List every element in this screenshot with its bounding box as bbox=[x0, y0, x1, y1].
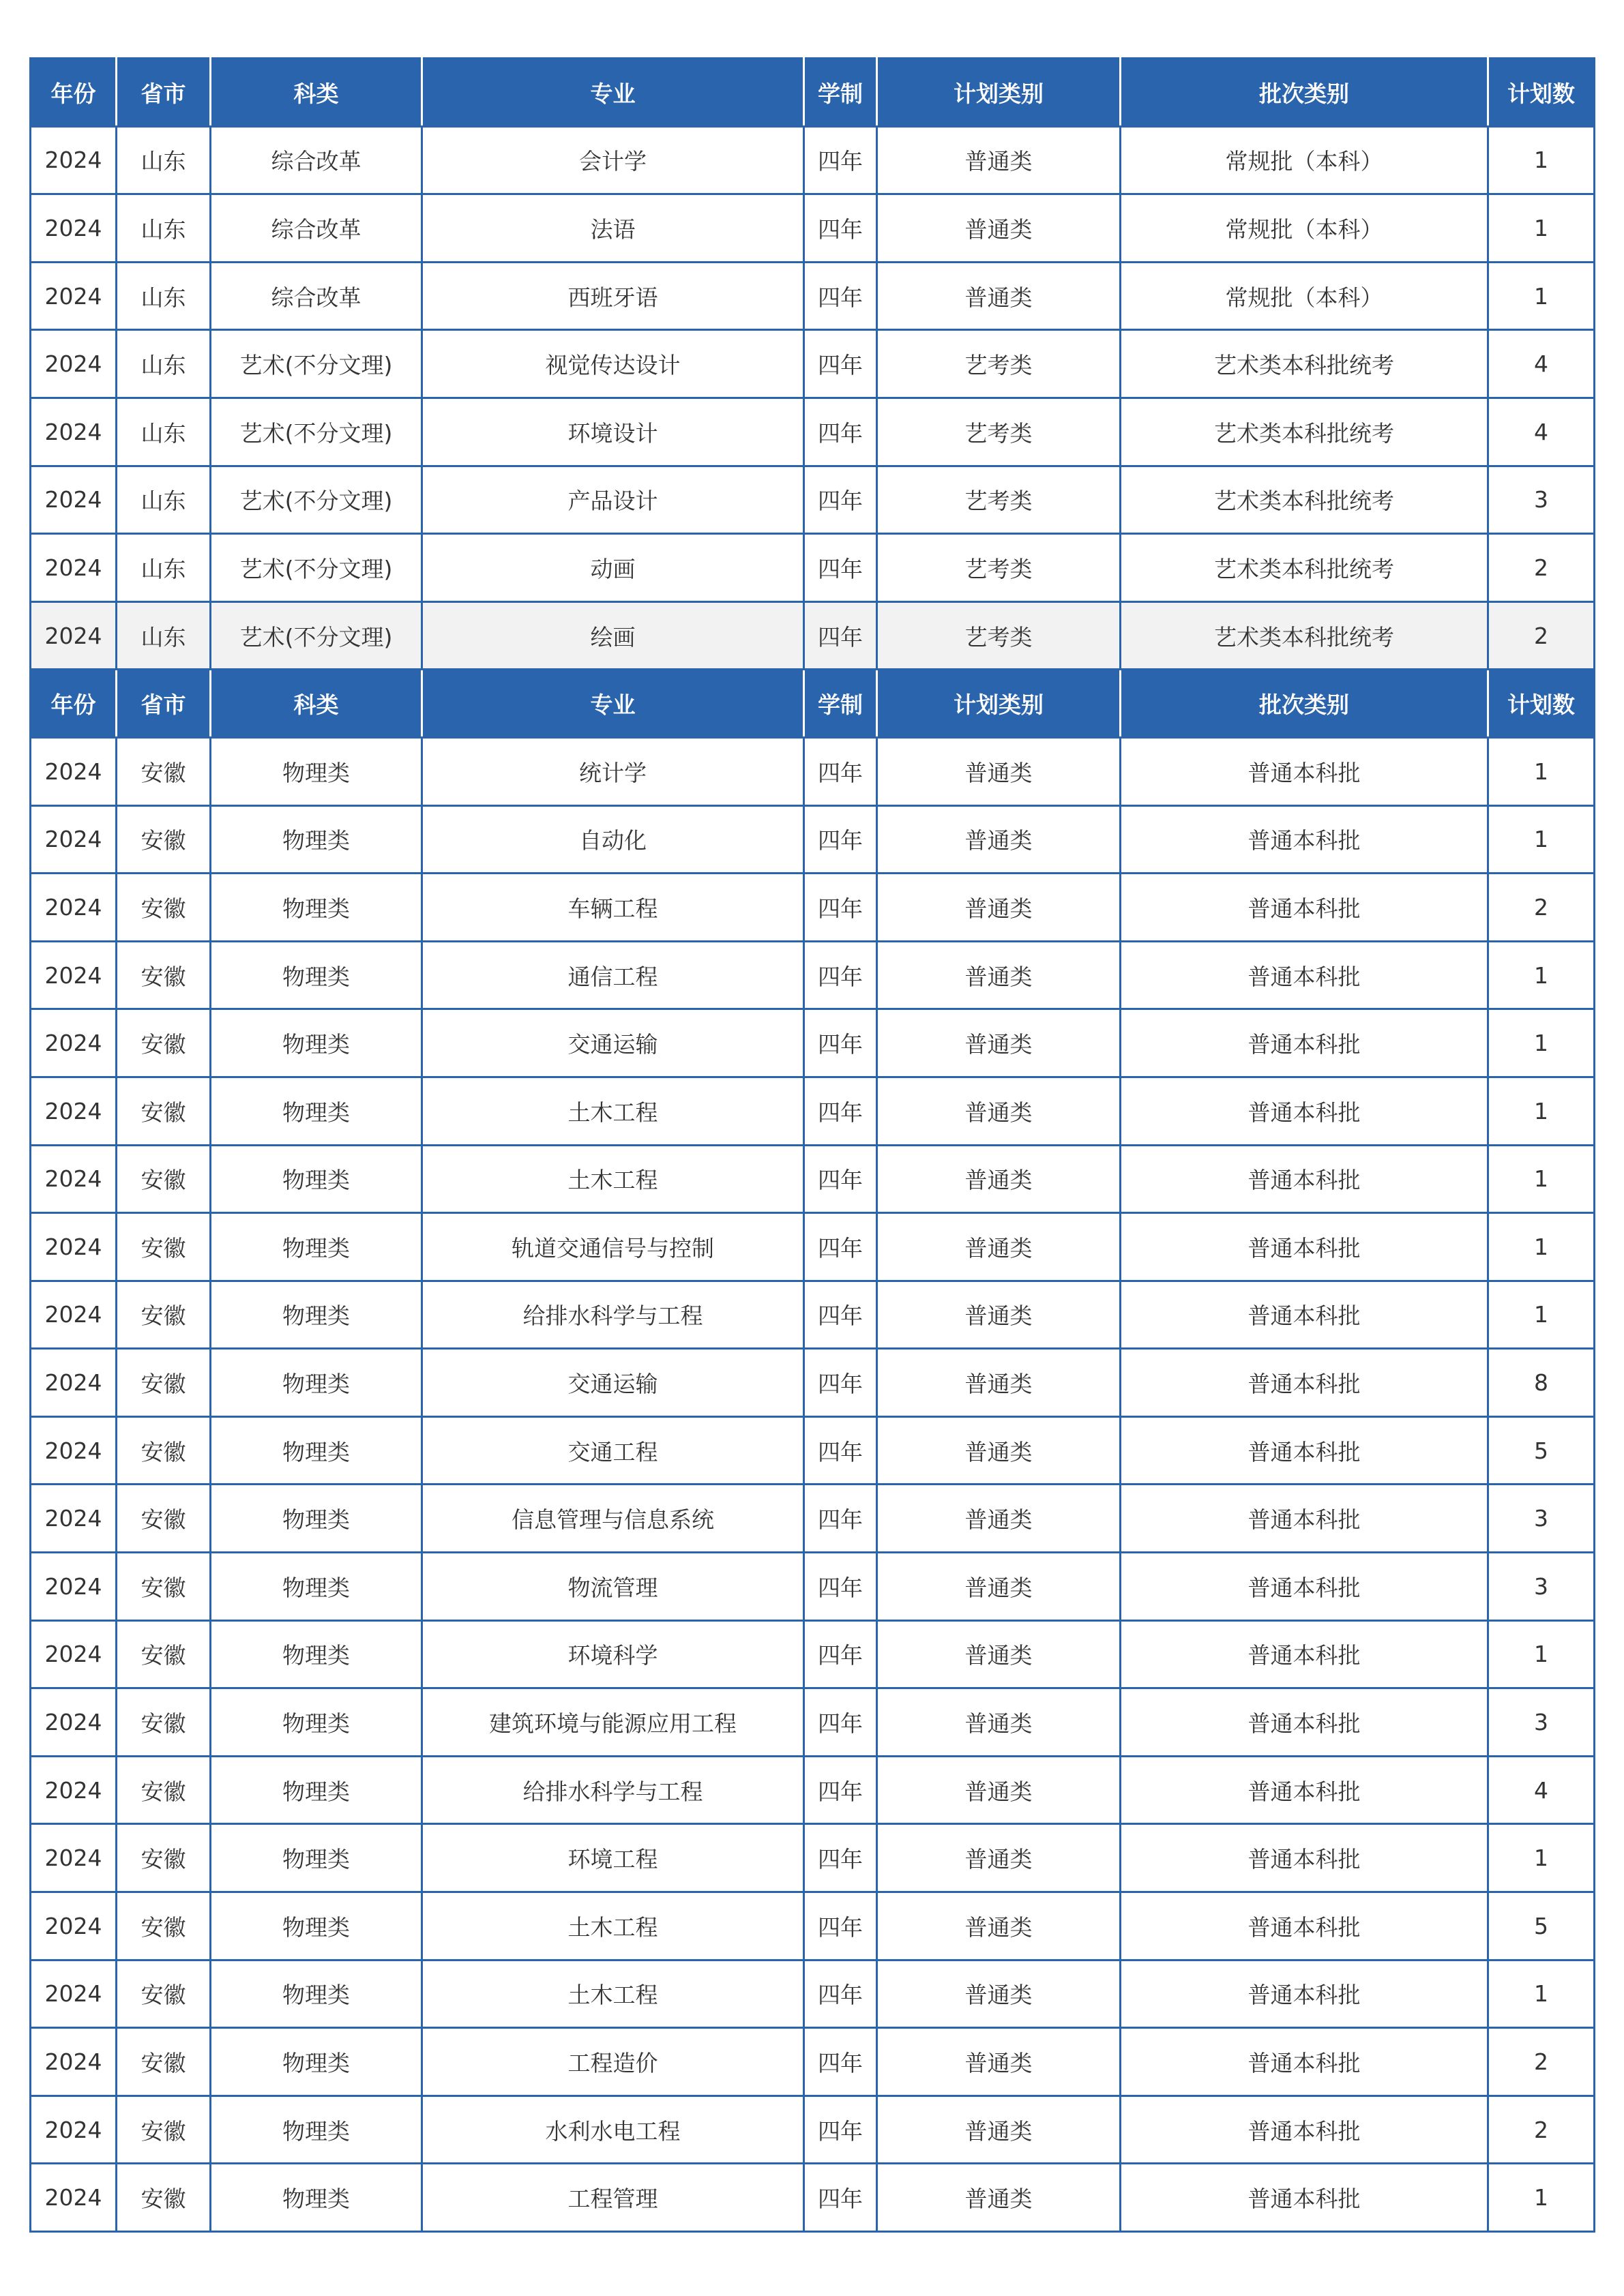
cell-year: 2024 bbox=[31, 1145, 117, 1213]
column-header-subject-category: 科类 bbox=[211, 59, 422, 127]
cell-major: 土木工程 bbox=[422, 1960, 804, 2028]
cell-plan-type: 普通类 bbox=[877, 1349, 1121, 1417]
cell-batch-type: 艺术类本科批统考 bbox=[1121, 466, 1488, 534]
cell-year: 2024 bbox=[31, 874, 117, 942]
cell-plan-count: 1 bbox=[1488, 1960, 1595, 2028]
cell-batch-type: 普通本科批 bbox=[1121, 1213, 1488, 1281]
cell-province: 山东 bbox=[117, 398, 211, 466]
cell-batch-type: 普通本科批 bbox=[1121, 737, 1488, 805]
cell-duration: 四年 bbox=[804, 2096, 877, 2164]
cell-duration: 四年 bbox=[804, 1824, 877, 1892]
table-row bbox=[31, 1960, 1595, 2028]
cell-subject-category: 物理类 bbox=[211, 805, 422, 874]
cell-subject-category: 综合改革 bbox=[211, 194, 422, 263]
cell-province: 山东 bbox=[117, 194, 211, 263]
cell-plan-type: 艺考类 bbox=[877, 330, 1121, 398]
table-row bbox=[31, 2028, 1595, 2096]
cell-subject-category: 物理类 bbox=[211, 1960, 422, 2028]
table-row bbox=[31, 1620, 1595, 1688]
cell-duration: 四年 bbox=[804, 126, 877, 194]
column-header-province: 省市 bbox=[117, 59, 211, 127]
cell-year: 2024 bbox=[31, 1009, 117, 1077]
enrollment-plan-table bbox=[29, 57, 1595, 2233]
cell-duration: 四年 bbox=[804, 1688, 877, 1757]
cell-province: 安徽 bbox=[117, 1892, 211, 1960]
cell-plan-count: 1 bbox=[1488, 194, 1595, 263]
cell-year: 2024 bbox=[31, 1756, 117, 1824]
column-header-major: 专业 bbox=[422, 59, 804, 127]
cell-plan-type: 普通类 bbox=[877, 1824, 1121, 1892]
cell-batch-type: 普通本科批 bbox=[1121, 1892, 1488, 1960]
table-row bbox=[31, 601, 1595, 670]
cell-major: 工程管理 bbox=[422, 2164, 804, 2232]
cell-duration: 四年 bbox=[804, 1892, 877, 1960]
cell-province: 安徽 bbox=[117, 1009, 211, 1077]
table-row bbox=[31, 2164, 1595, 2232]
cell-plan-count: 1 bbox=[1488, 1281, 1595, 1349]
cell-major: 工程造价 bbox=[422, 2028, 804, 2096]
cell-batch-type: 普通本科批 bbox=[1121, 1824, 1488, 1892]
cell-batch-type: 常规批（本科） bbox=[1121, 194, 1488, 263]
cell-year: 2024 bbox=[31, 262, 117, 330]
cell-year: 2024 bbox=[31, 2164, 117, 2232]
cell-province: 安徽 bbox=[117, 1756, 211, 1824]
cell-duration: 四年 bbox=[804, 398, 877, 466]
cell-subject-category: 物理类 bbox=[211, 1349, 422, 1417]
cell-province: 安徽 bbox=[117, 1281, 211, 1349]
cell-major: 交通工程 bbox=[422, 1416, 804, 1485]
column-header-subject-category: 科类 bbox=[211, 670, 422, 738]
cell-subject-category: 物理类 bbox=[211, 1281, 422, 1349]
cell-major: 轨道交通信号与控制 bbox=[422, 1213, 804, 1281]
cell-province: 安徽 bbox=[117, 1688, 211, 1757]
cell-batch-type: 常规批（本科） bbox=[1121, 126, 1488, 194]
cell-plan-type: 普通类 bbox=[877, 1756, 1121, 1824]
table-row bbox=[31, 2096, 1595, 2164]
cell-batch-type: 艺术类本科批统考 bbox=[1121, 534, 1488, 602]
cell-duration: 四年 bbox=[804, 1145, 877, 1213]
cell-province: 山东 bbox=[117, 262, 211, 330]
cell-plan-count: 4 bbox=[1488, 398, 1595, 466]
cell-subject-category: 物理类 bbox=[211, 1892, 422, 1960]
cell-plan-type: 普通类 bbox=[877, 1281, 1121, 1349]
cell-major: 环境科学 bbox=[422, 1620, 804, 1688]
cell-major: 水利水电工程 bbox=[422, 2096, 804, 2164]
table-row bbox=[31, 194, 1595, 263]
cell-province: 安徽 bbox=[117, 874, 211, 942]
cell-major: 给排水科学与工程 bbox=[422, 1281, 804, 1349]
cell-year: 2024 bbox=[31, 398, 117, 466]
cell-plan-type: 艺考类 bbox=[877, 466, 1121, 534]
cell-plan-type: 普通类 bbox=[877, 1009, 1121, 1077]
cell-plan-count: 1 bbox=[1488, 805, 1595, 874]
cell-subject-category: 艺术(不分文理) bbox=[211, 466, 422, 534]
cell-major: 法语 bbox=[422, 194, 804, 263]
cell-batch-type: 普通本科批 bbox=[1121, 1416, 1488, 1485]
cell-major: 车辆工程 bbox=[422, 874, 804, 942]
cell-duration: 四年 bbox=[804, 874, 877, 942]
cell-plan-type: 普通类 bbox=[877, 1077, 1121, 1145]
cell-subject-category: 艺术(不分文理) bbox=[211, 330, 422, 398]
cell-plan-type: 艺考类 bbox=[877, 398, 1121, 466]
cell-subject-category: 物理类 bbox=[211, 1416, 422, 1485]
cell-plan-type: 普通类 bbox=[877, 805, 1121, 874]
column-header-plan-type: 计划类别 bbox=[877, 59, 1121, 127]
cell-duration: 四年 bbox=[804, 737, 877, 805]
table-row bbox=[31, 330, 1595, 398]
cell-year: 2024 bbox=[31, 1213, 117, 1281]
cell-plan-type: 普通类 bbox=[877, 1485, 1121, 1553]
cell-plan-count: 1 bbox=[1488, 941, 1595, 1009]
cell-plan-type: 普通类 bbox=[877, 1553, 1121, 1621]
cell-duration: 四年 bbox=[804, 941, 877, 1009]
cell-subject-category: 物理类 bbox=[211, 2028, 422, 2096]
cell-plan-count: 2 bbox=[1488, 874, 1595, 942]
cell-plan-type: 普通类 bbox=[877, 737, 1121, 805]
cell-duration: 四年 bbox=[804, 262, 877, 330]
cell-duration: 四年 bbox=[804, 330, 877, 398]
table-body bbox=[31, 59, 1595, 2232]
cell-subject-category: 物理类 bbox=[211, 874, 422, 942]
cell-plan-count: 1 bbox=[1488, 262, 1595, 330]
cell-plan-type: 普通类 bbox=[877, 1960, 1121, 2028]
cell-plan-type: 普通类 bbox=[877, 941, 1121, 1009]
cell-subject-category: 物理类 bbox=[211, 737, 422, 805]
cell-subject-category: 艺术(不分文理) bbox=[211, 601, 422, 670]
cell-subject-category: 物理类 bbox=[211, 1077, 422, 1145]
cell-batch-type: 普通本科批 bbox=[1121, 941, 1488, 1009]
cell-duration: 四年 bbox=[804, 1756, 877, 1824]
cell-major: 环境设计 bbox=[422, 398, 804, 466]
cell-plan-count: 2 bbox=[1488, 2096, 1595, 2164]
cell-plan-type: 普通类 bbox=[877, 1145, 1121, 1213]
cell-province: 山东 bbox=[117, 330, 211, 398]
cell-duration: 四年 bbox=[804, 1553, 877, 1621]
cell-batch-type: 普通本科批 bbox=[1121, 1145, 1488, 1213]
cell-major: 西班牙语 bbox=[422, 262, 804, 330]
table-row bbox=[31, 805, 1595, 874]
cell-subject-category: 物理类 bbox=[211, 1145, 422, 1213]
cell-duration: 四年 bbox=[804, 466, 877, 534]
cell-batch-type: 普通本科批 bbox=[1121, 805, 1488, 874]
cell-major: 自动化 bbox=[422, 805, 804, 874]
cell-major: 物流管理 bbox=[422, 1553, 804, 1621]
table-row bbox=[31, 1485, 1595, 1553]
table-row bbox=[31, 1553, 1595, 1621]
cell-duration: 四年 bbox=[804, 1281, 877, 1349]
cell-batch-type: 普通本科批 bbox=[1121, 1960, 1488, 2028]
cell-batch-type: 普通本科批 bbox=[1121, 874, 1488, 942]
table-row bbox=[31, 941, 1595, 1009]
cell-duration: 四年 bbox=[804, 1077, 877, 1145]
cell-plan-count: 5 bbox=[1488, 1416, 1595, 1485]
cell-province: 安徽 bbox=[117, 1553, 211, 1621]
cell-year: 2024 bbox=[31, 1892, 117, 1960]
cell-plan-count: 1 bbox=[1488, 126, 1595, 194]
cell-plan-type: 普通类 bbox=[877, 194, 1121, 263]
cell-plan-count: 1 bbox=[1488, 1009, 1595, 1077]
cell-major: 给排水科学与工程 bbox=[422, 1756, 804, 1824]
cell-province: 山东 bbox=[117, 601, 211, 670]
cell-major: 产品设计 bbox=[422, 466, 804, 534]
cell-year: 2024 bbox=[31, 126, 117, 194]
cell-batch-type: 普通本科批 bbox=[1121, 2028, 1488, 2096]
header-row bbox=[31, 670, 1595, 738]
cell-duration: 四年 bbox=[804, 1485, 877, 1553]
table-row bbox=[31, 1281, 1595, 1349]
cell-duration: 四年 bbox=[804, 1620, 877, 1688]
cell-province: 安徽 bbox=[117, 1620, 211, 1688]
cell-province: 安徽 bbox=[117, 1349, 211, 1417]
cell-plan-count: 1 bbox=[1488, 1145, 1595, 1213]
table-row bbox=[31, 262, 1595, 330]
table-row bbox=[31, 1009, 1595, 1077]
cell-plan-type: 普通类 bbox=[877, 1416, 1121, 1485]
cell-province: 安徽 bbox=[117, 1416, 211, 1485]
cell-plan-count: 2 bbox=[1488, 601, 1595, 670]
cell-year: 2024 bbox=[31, 1349, 117, 1417]
cell-batch-type: 普通本科批 bbox=[1121, 1281, 1488, 1349]
cell-subject-category: 综合改革 bbox=[211, 262, 422, 330]
table-row bbox=[31, 1892, 1595, 1960]
cell-major: 会计学 bbox=[422, 126, 804, 194]
table-row bbox=[31, 1213, 1595, 1281]
cell-province: 安徽 bbox=[117, 1824, 211, 1892]
cell-plan-type: 普通类 bbox=[877, 874, 1121, 942]
cell-major: 交通运输 bbox=[422, 1349, 804, 1417]
cell-year: 2024 bbox=[31, 330, 117, 398]
cell-plan-type: 普通类 bbox=[877, 1892, 1121, 1960]
cell-year: 2024 bbox=[31, 2028, 117, 2096]
cell-plan-type: 普通类 bbox=[877, 262, 1121, 330]
cell-year: 2024 bbox=[31, 1077, 117, 1145]
cell-subject-category: 物理类 bbox=[211, 1009, 422, 1077]
table-row bbox=[31, 1349, 1595, 1417]
cell-batch-type: 普通本科批 bbox=[1121, 1485, 1488, 1553]
cell-duration: 四年 bbox=[804, 534, 877, 602]
cell-major: 信息管理与信息系统 bbox=[422, 1485, 804, 1553]
table-row bbox=[31, 874, 1595, 942]
cell-major: 建筑环境与能源应用工程 bbox=[422, 1688, 804, 1757]
cell-subject-category: 物理类 bbox=[211, 2096, 422, 2164]
cell-year: 2024 bbox=[31, 1485, 117, 1553]
table-row bbox=[31, 1077, 1595, 1145]
cell-plan-type: 艺考类 bbox=[877, 601, 1121, 670]
cell-year: 2024 bbox=[31, 737, 117, 805]
cell-plan-type: 普通类 bbox=[877, 1213, 1121, 1281]
cell-plan-count: 2 bbox=[1488, 2028, 1595, 2096]
column-header-year: 年份 bbox=[31, 670, 117, 738]
cell-province: 安徽 bbox=[117, 1485, 211, 1553]
cell-major: 土木工程 bbox=[422, 1892, 804, 1960]
cell-major: 视觉传达设计 bbox=[422, 330, 804, 398]
cell-subject-category: 物理类 bbox=[211, 1485, 422, 1553]
cell-subject-category: 物理类 bbox=[211, 1620, 422, 1688]
cell-plan-count: 4 bbox=[1488, 1756, 1595, 1824]
cell-year: 2024 bbox=[31, 1620, 117, 1688]
header-row bbox=[31, 59, 1595, 127]
cell-major: 环境工程 bbox=[422, 1824, 804, 1892]
cell-plan-count: 8 bbox=[1488, 1349, 1595, 1417]
cell-duration: 四年 bbox=[804, 1416, 877, 1485]
cell-batch-type: 普通本科批 bbox=[1121, 2096, 1488, 2164]
cell-plan-type: 普通类 bbox=[877, 1688, 1121, 1757]
cell-year: 2024 bbox=[31, 194, 117, 263]
cell-duration: 四年 bbox=[804, 2164, 877, 2232]
cell-plan-count: 1 bbox=[1488, 1077, 1595, 1145]
cell-plan-count: 2 bbox=[1488, 534, 1595, 602]
cell-plan-type: 普通类 bbox=[877, 2096, 1121, 2164]
cell-subject-category: 物理类 bbox=[211, 941, 422, 1009]
cell-year: 2024 bbox=[31, 941, 117, 1009]
cell-plan-count: 1 bbox=[1488, 737, 1595, 805]
cell-batch-type: 普通本科批 bbox=[1121, 2164, 1488, 2232]
cell-duration: 四年 bbox=[804, 601, 877, 670]
cell-subject-category: 物理类 bbox=[211, 1824, 422, 1892]
table-row bbox=[31, 126, 1595, 194]
cell-plan-count: 4 bbox=[1488, 330, 1595, 398]
cell-year: 2024 bbox=[31, 2096, 117, 2164]
cell-plan-type: 普通类 bbox=[877, 1620, 1121, 1688]
cell-province: 安徽 bbox=[117, 1960, 211, 2028]
cell-subject-category: 艺术(不分文理) bbox=[211, 398, 422, 466]
cell-batch-type: 普通本科批 bbox=[1121, 1009, 1488, 1077]
cell-province: 安徽 bbox=[117, 2164, 211, 2232]
cell-duration: 四年 bbox=[804, 1349, 877, 1417]
cell-plan-type: 普通类 bbox=[877, 126, 1121, 194]
column-header-year: 年份 bbox=[31, 59, 117, 127]
cell-year: 2024 bbox=[31, 466, 117, 534]
cell-major: 土木工程 bbox=[422, 1077, 804, 1145]
table-row bbox=[31, 1756, 1595, 1824]
cell-year: 2024 bbox=[31, 534, 117, 602]
cell-plan-count: 1 bbox=[1488, 1824, 1595, 1892]
cell-province: 安徽 bbox=[117, 737, 211, 805]
cell-duration: 四年 bbox=[804, 2028, 877, 2096]
column-header-plan-count: 计划数 bbox=[1488, 670, 1595, 738]
cell-plan-type: 普通类 bbox=[877, 2028, 1121, 2096]
column-header-plan-count: 计划数 bbox=[1488, 59, 1595, 127]
cell-plan-count: 3 bbox=[1488, 1485, 1595, 1553]
cell-batch-type: 普通本科批 bbox=[1121, 1688, 1488, 1757]
cell-major: 绘画 bbox=[422, 601, 804, 670]
cell-major: 动画 bbox=[422, 534, 804, 602]
cell-year: 2024 bbox=[31, 1824, 117, 1892]
column-header-batch-type: 批次类别 bbox=[1121, 59, 1488, 127]
cell-major: 交通运输 bbox=[422, 1009, 804, 1077]
cell-year: 2024 bbox=[31, 1416, 117, 1485]
cell-batch-type: 艺术类本科批统考 bbox=[1121, 398, 1488, 466]
cell-duration: 四年 bbox=[804, 1213, 877, 1281]
cell-batch-type: 普通本科批 bbox=[1121, 1756, 1488, 1824]
cell-plan-type: 艺考类 bbox=[877, 534, 1121, 602]
cell-year: 2024 bbox=[31, 1281, 117, 1349]
column-header-major: 专业 bbox=[422, 670, 804, 738]
table-row bbox=[31, 1145, 1595, 1213]
cell-year: 2024 bbox=[31, 601, 117, 670]
cell-duration: 四年 bbox=[804, 1960, 877, 2028]
cell-plan-count: 5 bbox=[1488, 1892, 1595, 1960]
cell-major: 统计学 bbox=[422, 737, 804, 805]
cell-plan-count: 3 bbox=[1488, 1553, 1595, 1621]
cell-major: 土木工程 bbox=[422, 1145, 804, 1213]
table-row bbox=[31, 1824, 1595, 1892]
cell-province: 山东 bbox=[117, 126, 211, 194]
table-row bbox=[31, 1416, 1595, 1485]
cell-subject-category: 综合改革 bbox=[211, 126, 422, 194]
cell-province: 安徽 bbox=[117, 2028, 211, 2096]
cell-batch-type: 艺术类本科批统考 bbox=[1121, 601, 1488, 670]
cell-province: 安徽 bbox=[117, 1145, 211, 1213]
cell-batch-type: 常规批（本科） bbox=[1121, 262, 1488, 330]
cell-subject-category: 物理类 bbox=[211, 2164, 422, 2232]
cell-province: 安徽 bbox=[117, 2096, 211, 2164]
table-row bbox=[31, 1688, 1595, 1757]
column-header-plan-type: 计划类别 bbox=[877, 670, 1121, 738]
cell-duration: 四年 bbox=[804, 805, 877, 874]
cell-plan-count: 1 bbox=[1488, 1620, 1595, 1688]
cell-year: 2024 bbox=[31, 805, 117, 874]
column-header-batch-type: 批次类别 bbox=[1121, 670, 1488, 738]
cell-subject-category: 物理类 bbox=[211, 1553, 422, 1621]
cell-year: 2024 bbox=[31, 1960, 117, 2028]
cell-year: 2024 bbox=[31, 1553, 117, 1621]
column-header-province: 省市 bbox=[117, 670, 211, 738]
cell-duration: 四年 bbox=[804, 1009, 877, 1077]
cell-major: 通信工程 bbox=[422, 941, 804, 1009]
cell-plan-type: 普通类 bbox=[877, 2164, 1121, 2232]
cell-province: 安徽 bbox=[117, 1213, 211, 1281]
cell-batch-type: 普通本科批 bbox=[1121, 1349, 1488, 1417]
cell-province: 山东 bbox=[117, 466, 211, 534]
cell-batch-type: 普通本科批 bbox=[1121, 1077, 1488, 1145]
table-row bbox=[31, 534, 1595, 602]
column-header-duration: 学制 bbox=[804, 59, 877, 127]
cell-batch-type: 普通本科批 bbox=[1121, 1620, 1488, 1688]
cell-province: 安徽 bbox=[117, 805, 211, 874]
cell-province: 山东 bbox=[117, 534, 211, 602]
cell-subject-category: 物理类 bbox=[211, 1213, 422, 1281]
cell-duration: 四年 bbox=[804, 194, 877, 263]
table-row bbox=[31, 466, 1595, 534]
cell-subject-category: 物理类 bbox=[211, 1688, 422, 1757]
cell-subject-category: 物理类 bbox=[211, 1756, 422, 1824]
cell-plan-count: 3 bbox=[1488, 1688, 1595, 1757]
cell-year: 2024 bbox=[31, 1688, 117, 1757]
cell-province: 安徽 bbox=[117, 1077, 211, 1145]
cell-batch-type: 普通本科批 bbox=[1121, 1553, 1488, 1621]
cell-plan-count: 1 bbox=[1488, 2164, 1595, 2232]
column-header-duration: 学制 bbox=[804, 670, 877, 738]
table-row bbox=[31, 737, 1595, 805]
cell-batch-type: 艺术类本科批统考 bbox=[1121, 330, 1488, 398]
cell-subject-category: 艺术(不分文理) bbox=[211, 534, 422, 602]
cell-plan-count: 1 bbox=[1488, 1213, 1595, 1281]
table-row bbox=[31, 398, 1595, 466]
cell-province: 安徽 bbox=[117, 941, 211, 1009]
cell-plan-count: 3 bbox=[1488, 466, 1595, 534]
